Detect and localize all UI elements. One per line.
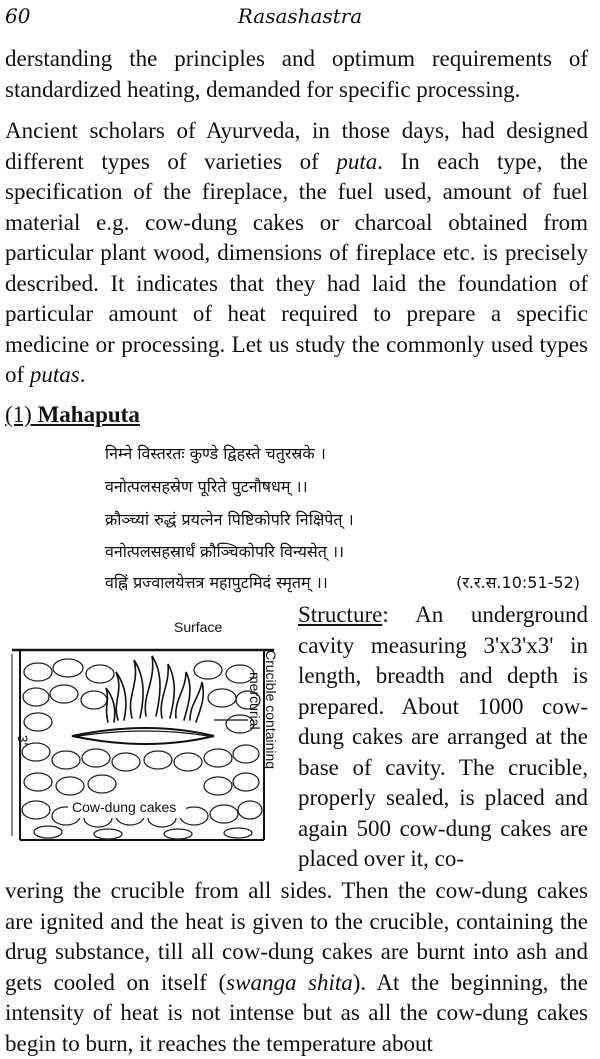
mahaputa-diagram	[8, 612, 288, 852]
verse-line: वनोत्पलसहस्रेण पूरिते पुटनौषधम् ।।	[105, 477, 308, 496]
para4-text-a: vering the crucible from all sides. Then the cow-dung cakes are ignited and the heat is given to the crucible, containing the drug substance, till all cow-dung cakes are burnt into ash and gets cooled on itself (	[5, 878, 588, 995]
section-heading	[5, 402, 140, 428]
paragraph-putas	[5, 116, 588, 391]
label-cowdung: Cow-dung cakes	[72, 799, 177, 815]
verse-line: क्रौञ्च्यां रुद्धं प्रयत्नेन पिष्टिकोपरि निक्षिपेत् ।	[105, 510, 354, 529]
verse-line: वनोत्पलसहस्रार्धं क्रौञ्चिकोपरि विन्यसेत् ।।	[105, 542, 345, 561]
page-number: 60	[5, 4, 31, 28]
para2-text-e: .	[79, 362, 86, 387]
structure-text: : An underground cavity measuring 3'x3'x3' in length, breadth and depth is prepared. About 1000 cow-dung cakes are arranged at the base of cavity. The crucible, properly sealed, is placed and again 500 cow-dung cakes are placed over it, co-	[298, 602, 588, 871]
section-name: Mahaputa	[37, 402, 140, 427]
label-depth: 3'	[15, 734, 31, 746]
verse-line: निम्ने विस्तरतः कुण्डे द्विहस्ते चतुरस्रके ।	[105, 444, 326, 463]
structure-label: Structure	[298, 602, 383, 627]
label-surface: Surface	[174, 619, 223, 635]
para2-text-c: . In each type, the specification of the fireplace, the fuel used, amount of fuel material e.g. cow-dung cakes or charcoal obtained from particular plant wood, dimensions of fireplace etc. is precisely described. It indicates that they had laid the foundation of particular amount of heat required to prepare a specific medicine or processing. Let us study the commonly used types of	[5, 148, 588, 387]
running-title: Rasashastra	[237, 4, 363, 28]
verse-line: वह्निं प्रज्वालयेत्तत्र महापुटमिदं स्मृतम् ।।	[105, 573, 328, 592]
term-putas: putas	[29, 362, 80, 387]
label-crucible: Crucible containing	[263, 650, 279, 770]
structure-paragraph	[298, 600, 588, 875]
term-swanga-shita: swanga shita	[226, 969, 353, 995]
verse-reference: (र.र.स.10:51-52)	[456, 573, 580, 592]
para2-text-a: Ancient scholars of Ayurveda, in those days, had designed different types of varieties of	[5, 118, 588, 174]
section-number: (1)	[5, 402, 38, 427]
page-header	[5, 0, 595, 30]
label-mercurial: mercurial	[247, 672, 263, 730]
crucible-drawing	[72, 728, 214, 744]
paragraph-intro: derstanding the principles and optimum requirements of standardized heating, demanded for specific processing.	[5, 46, 588, 102]
term-puta: puta	[336, 148, 378, 174]
para4-text-c: ). At the beginning, the intensity of heat is not intense but as all the cow-dung cakes begin to burn, it reaches the temperature about	[5, 969, 588, 1056]
flames-drawing	[106, 656, 203, 722]
paragraph-process	[5, 876, 588, 1059]
